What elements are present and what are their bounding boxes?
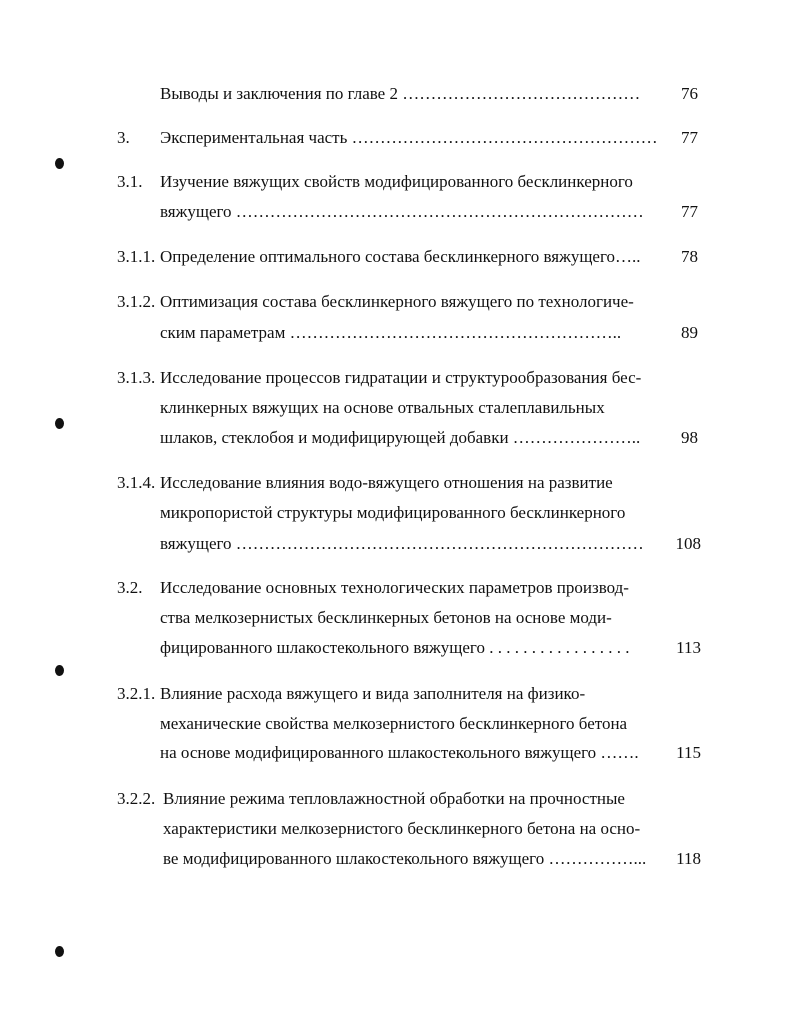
toc-entry-title-line: ства мелкозернистых бесклинкерных бетонов на основе моди-	[160, 608, 612, 627]
toc-entry-title-line: Исследование процессов гидратации и структурообразования бес-	[160, 368, 642, 387]
toc-entry-title-line: Экспериментальная часть ………………………………………………	[160, 128, 658, 147]
toc-entry-number: 3.1.1.	[117, 247, 156, 266]
toc-entry-title-line: Исследование основных технологических параметров производ-	[160, 578, 629, 597]
toc-entry-number: 3.2.2.	[117, 789, 156, 808]
margin-hole-mark	[55, 158, 64, 169]
toc-entry-title-line: вяжущего ………………………………………………………………	[160, 202, 644, 221]
toc-entry-number: 3.1.2.	[117, 292, 156, 311]
toc-entry-number: 3.1.	[117, 172, 143, 191]
toc-entry-title-line: микропористой структуры модифицированного бесклинкерного	[160, 503, 626, 522]
toc-entry-page: 78	[681, 247, 698, 266]
toc-entry-title-line: вяжущего ………………………………………………………………	[160, 534, 644, 553]
toc-entry-page: 113	[676, 638, 701, 657]
toc-entry-title-line: характеристики мелкозернистого бесклинкерного бетона на осно-	[163, 819, 641, 838]
toc-entry-title-line: на основе модифицированного шлакостекольного вяжущего …….	[160, 743, 639, 762]
margin-hole-mark	[55, 418, 64, 429]
toc-entry-page: 108	[675, 534, 701, 553]
toc-entry-title-line: фицированного шлакостекольного вяжущего . . . . . . . . . . . . . . . . .	[160, 638, 630, 657]
toc-entry-title-line: Оптимизация состава бесклинкерного вяжущего по технологиче-	[160, 292, 634, 311]
margin-hole-mark	[55, 665, 64, 676]
toc-entry-title-line: механические свойства мелкозернистого бесклинкерного бетона	[160, 714, 628, 733]
toc-entry-page: 89	[681, 323, 698, 342]
toc-entry-number: 3.2.1.	[117, 684, 156, 703]
toc-entry-page: 76	[681, 84, 698, 103]
toc-entry-title-line: Влияние режима тепловлажностной обработки на прочностные	[163, 789, 625, 808]
toc-entry-page: 77	[681, 128, 698, 147]
toc-entry-title-line: клинкерных вяжущих на основе отвальных сталеплавильных	[160, 398, 605, 417]
toc-entry-page: 118	[676, 849, 701, 868]
toc-entry-title-line: Изучение вяжущих свойств модифицированного бесклинкерного	[160, 172, 633, 191]
toc-entry-page: 98	[681, 428, 698, 447]
toc-entry-number: 3.1.4.	[117, 473, 156, 492]
toc-entry-number: 3.2.	[117, 578, 143, 597]
toc-entry-title-line: Исследование влияния водо-вяжущего отношения на развитие	[160, 473, 613, 492]
toc-entry-page: 77	[681, 202, 698, 221]
toc-entry-title-line: Выводы и заключения по главе 2 ……………………………………	[160, 84, 641, 103]
toc-entry-title-line: шлаков, стеклобоя и модифицирующей добавки …………………..	[160, 428, 641, 447]
toc-entry-title-line: Влияние расхода вяжущего и вида заполнителя на физико-	[160, 684, 586, 703]
margin-hole-mark	[55, 946, 64, 957]
toc-entry-number: 3.	[117, 128, 130, 147]
toc-entry-title-line: ве модифицированного шлакостекольного вяжущего ……………...	[163, 849, 647, 868]
toc-entry-page: 115	[676, 743, 701, 762]
toc-entry-title-line: Определение оптимального состава бесклинкерного вяжущего…..	[160, 247, 641, 266]
toc-entry-title-line: ским параметрам …………………………………………………..	[160, 323, 622, 342]
toc-entry-number: 3.1.3.	[117, 368, 156, 387]
